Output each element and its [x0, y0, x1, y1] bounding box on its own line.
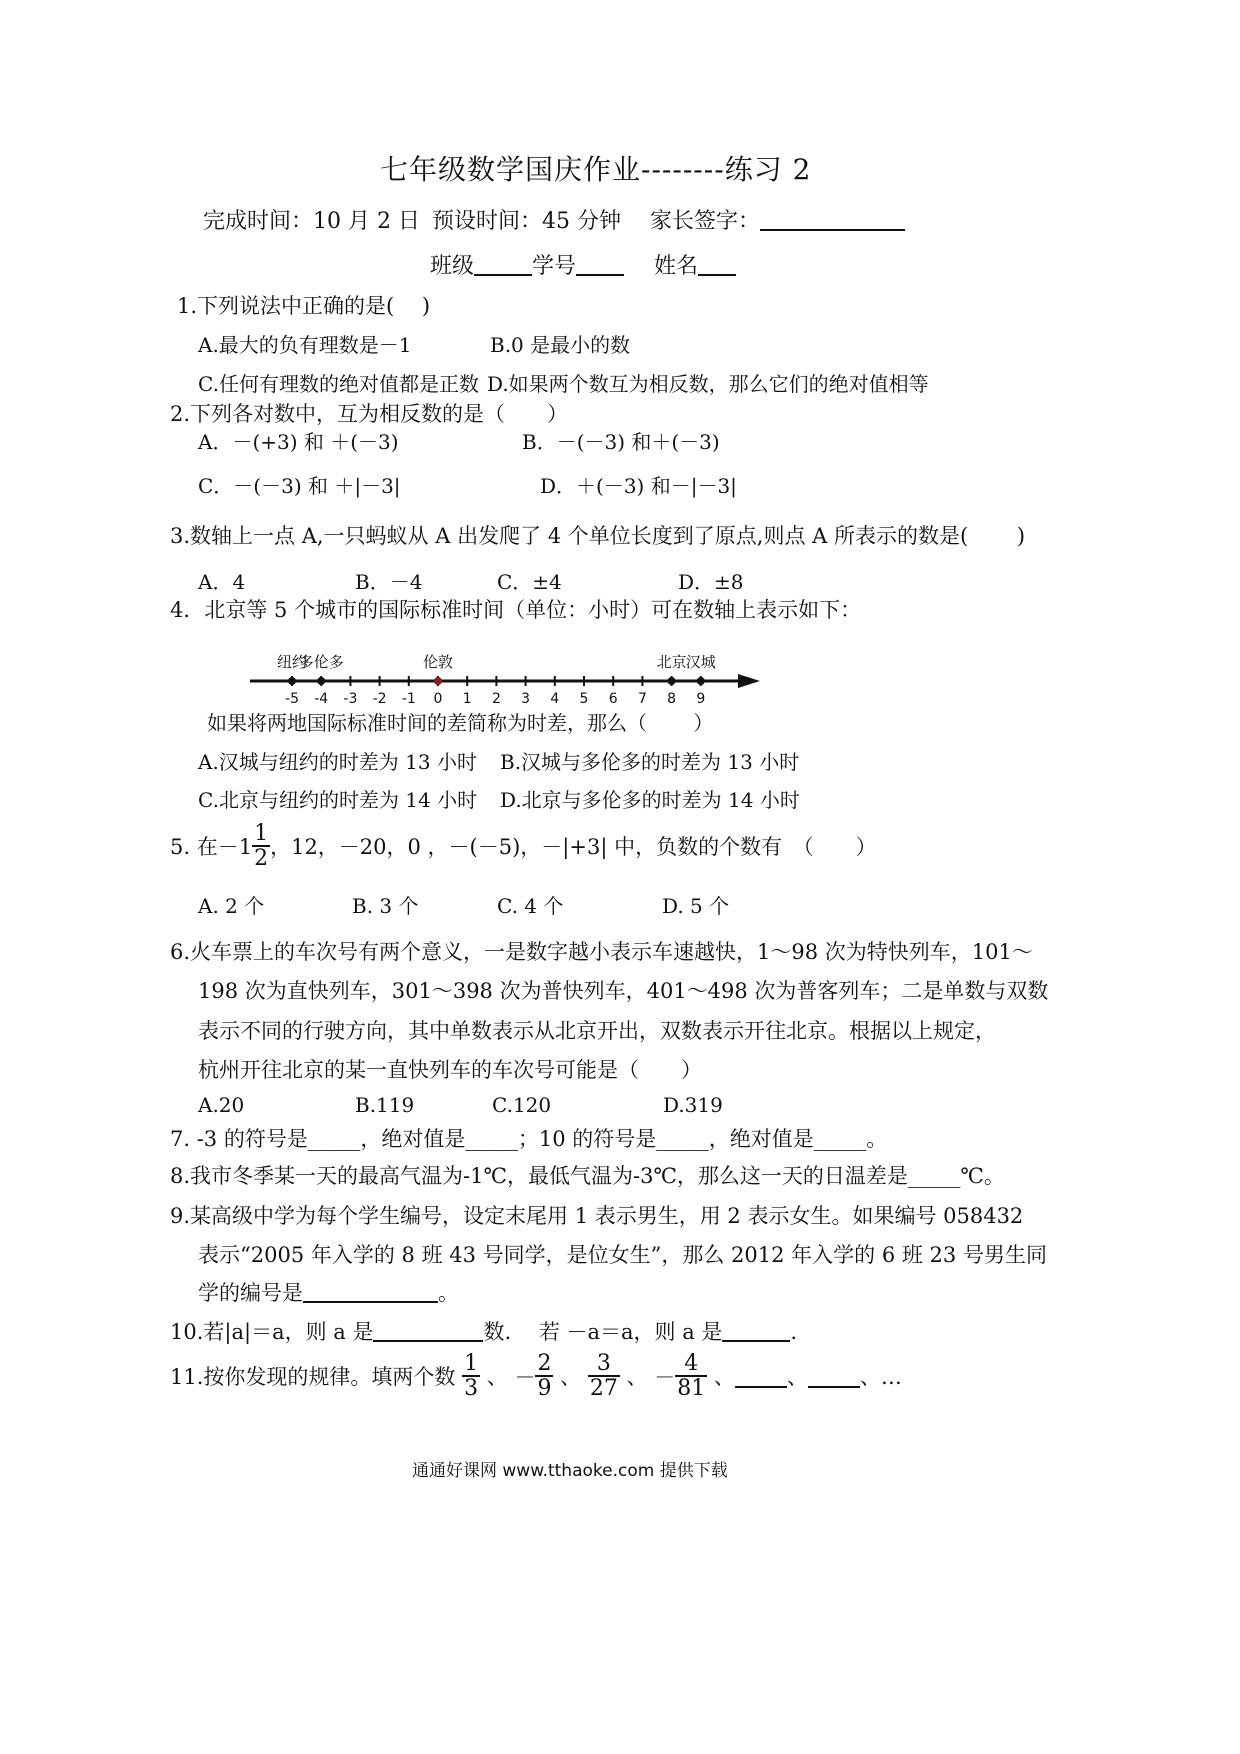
q3-option-c: C．±4 [497, 570, 562, 594]
axis-tick-label: 9 [696, 691, 706, 707]
q5-stem [170, 822, 877, 870]
q1-option-a: A.最大的负有理数是－1 [198, 333, 412, 357]
q9-line-3 [198, 1277, 459, 1307]
axis-tick-label: 7 [637, 691, 647, 707]
class-blank[interactable] [474, 252, 532, 276]
q8-text: 8.我市冬季某一天的最高气温为-1℃，最低气温为-3℃，那么这一天的日温差是_____℃。 [170, 1164, 1005, 1188]
number-label: 学号 [532, 254, 577, 279]
q4-option-b: B.汉城与多伦多的时差为 13 小时 [500, 750, 800, 774]
footer-credit: 通通好课网 www.tthaoke.com 提供下载 [412, 1461, 728, 1481]
q5-option-a: A. 2 个 [198, 894, 265, 918]
q6-line-4: 杭州开往北京的某一直快列车的车次号可能是（ ） [198, 1058, 702, 1082]
q9-answer-blank[interactable] [303, 1280, 438, 1303]
q3-option-d: D．±8 [678, 570, 744, 594]
q10-blank-2[interactable] [722, 1319, 790, 1342]
q1-option-b: B.0 是最小的数 [490, 333, 631, 357]
q7-text: 7. -3 的符号是_____，绝对值是_____；10 的符号是_____，绝对值是_____。 [170, 1127, 888, 1151]
q6-option-d: D.319 [663, 1093, 723, 1117]
axis-tick-label: 5 [579, 691, 589, 707]
timezone-number-line [240, 645, 780, 710]
q2-option-b: B．－(－3) 和＋(－3) [522, 430, 720, 454]
parent-signature-blank[interactable] [760, 207, 905, 231]
q5-fraction-numerator: 1 [254, 821, 269, 846]
q11-blank-1[interactable] [735, 1365, 787, 1388]
q6-option-b: B.119 [355, 1093, 415, 1117]
q3-option-a: A．4 [198, 570, 246, 594]
q6-line-3: 表示不同的行驶方向，其中单数表示从北京开出，双数表示开往北京。根据以上规定， [198, 1019, 996, 1043]
q11-frac-1: $\frac{1}{3}$ [464, 1351, 479, 1402]
q5-option-d: D. 5 个 [662, 894, 730, 918]
q2-option-a: A．－(+3) 和 ＋(－3) [198, 430, 399, 454]
q11-frac-3: $\frac{3}{27}$ [589, 1351, 618, 1402]
q4-option-c: C.北京与纽约的时差为 14 小时 [198, 788, 478, 812]
q4-followup: 如果将两地国际标准时间的差简称为时差，那么（ ） [207, 711, 714, 735]
city-label: 汉城 [685, 653, 716, 671]
q4-option-a: A.汉城与纽约的时差为 13 小时 [198, 750, 477, 774]
class-label: 班级 [430, 254, 475, 279]
q5-rest: ，12，－20，0 ，－(－5)，－|+3| 中，负数的个数有 （ ） [270, 835, 877, 860]
q3-stem: 3.数轴上一点 A,一只蚂蚁从 A 出发爬了 4 个单位长度到了原点,则点 A 所表示的数是( ) [170, 524, 1026, 548]
q6-line-2: 198 次为直快列车，301～398 次为普快列车，401～498 次为普客列车；二是单数与双数 [198, 979, 1049, 1003]
q4-stem: 4．北京等 5 个城市的国际标准时间（单位：小时）可在数轴上表示如下： [170, 598, 862, 622]
q4-option-d: D.北京与多伦多的时差为 14 小时 [500, 788, 800, 812]
q10-text [170, 1316, 797, 1346]
axis-tick-label: 8 [667, 691, 677, 707]
q2-option-c: C．－(－3) 和 ＋|－3| [198, 474, 401, 498]
q5-prefix: 5. 在－1 [170, 835, 253, 860]
city-marker [317, 677, 325, 685]
q3-option-b: B．－4 [355, 570, 423, 594]
q1-option-d: D.如果两个数互为相反数，那么它们的绝对值相等 [487, 372, 929, 396]
q11-prefix: 11.按你发现的规律。填两个数 [170, 1365, 456, 1390]
q11-ellipsis: 、… [859, 1365, 902, 1390]
q10-blank-1[interactable] [373, 1319, 483, 1342]
q10-part-1: 10.若|a|＝a，则 a 是 [170, 1320, 374, 1344]
q6-line-1: 6.火车票上的车次号有两个意义，一是数字越小表示车速越快，1～98 次为特快列车，101～ [170, 940, 1033, 964]
q9-line-3-end: 。 [438, 1281, 459, 1305]
q11-blank-2[interactable] [808, 1365, 860, 1388]
q6-option-a: A.20 [198, 1093, 245, 1117]
q10-part-3: . [790, 1320, 798, 1344]
axis-tick-label: 1 [462, 691, 472, 707]
axis-tick-label: -4 [314, 691, 329, 707]
city-marker [668, 677, 676, 685]
number-blank[interactable] [576, 252, 624, 276]
q5-fraction [252, 822, 270, 870]
axis-tick-label: 3 [521, 691, 531, 707]
q2-option-d: D．＋(－3) 和－|－3| [540, 474, 737, 498]
q6-option-c: C.120 [492, 1093, 552, 1117]
q2-stem: 2.下列各对数中，互为相反数的是（ ） [170, 402, 569, 426]
q1-stem: 1.下列说法中正确的是( ) [177, 294, 431, 318]
complete-time: 完成时间：10 月 2 日 [203, 209, 420, 234]
q9-line-2: 表示“2005 年入学的 8 班 43 号同学，是位女生”，那么 2012 年入学的 6 班 23 号男生同 [198, 1243, 1047, 1267]
q5-option-c: C. 4 个 [497, 894, 564, 918]
axis-tick-label: 6 [608, 691, 618, 707]
name-label: 姓名 [654, 254, 699, 279]
q9-line-3-text: 学的编号是 [198, 1281, 303, 1305]
city-label: 纽约 [276, 653, 308, 671]
page-title: 七年级数学国庆作业--------练习 2 [380, 153, 812, 186]
name-blank[interactable] [698, 252, 736, 276]
city-label: 伦敦 [422, 653, 454, 671]
city-label: 多伦多 [298, 653, 344, 671]
q11-frac-4: － $\frac{4}{81}$ [654, 1351, 706, 1402]
axis-tick-label: -2 [372, 691, 387, 707]
axis-tick-label: 0 [433, 691, 443, 707]
city-label: 北京 [656, 653, 687, 671]
q5-fraction-denominator: 2 [254, 846, 269, 872]
parent-signature-label: 家长签字： [650, 209, 761, 234]
parent-signature [650, 204, 905, 235]
q11-text: 11.按你发现的规律。填两个数 $\frac{1}{3}$ 、 － $\frac{2}{9}$ 、 $\frac{3}{27}$ 、 － $\frac{4}{81}$ 、 、 、… [170, 1351, 902, 1402]
axis-tick-label: 2 [491, 691, 501, 707]
q1-option-c: C.任何有理数的绝对值都是正数 [198, 372, 479, 396]
axis-tick-label: -5 [285, 691, 299, 707]
q10-part-2: 数. 若 －a＝a，则 a 是 [483, 1320, 723, 1344]
axis-tick-label: 4 [550, 691, 560, 707]
axis-tick-label: -3 [343, 691, 358, 707]
city-marker [288, 677, 296, 685]
axis-arrow [738, 674, 760, 688]
q9-line-1: 9.某高级中学为每个学生编号，设定末尾用 1 表示男生，用 2 表示女生。如果编号 058432 [170, 1204, 1024, 1228]
preset-time: 预设时间：45 分钟 [432, 209, 621, 234]
city-marker [434, 677, 442, 685]
city-marker [697, 677, 705, 685]
q5-option-b: B. 3 个 [352, 894, 419, 918]
q11-frac-2: － $\frac{2}{9}$ [514, 1351, 552, 1402]
axis-tick-label: -1 [401, 691, 416, 707]
student-info [430, 249, 736, 280]
